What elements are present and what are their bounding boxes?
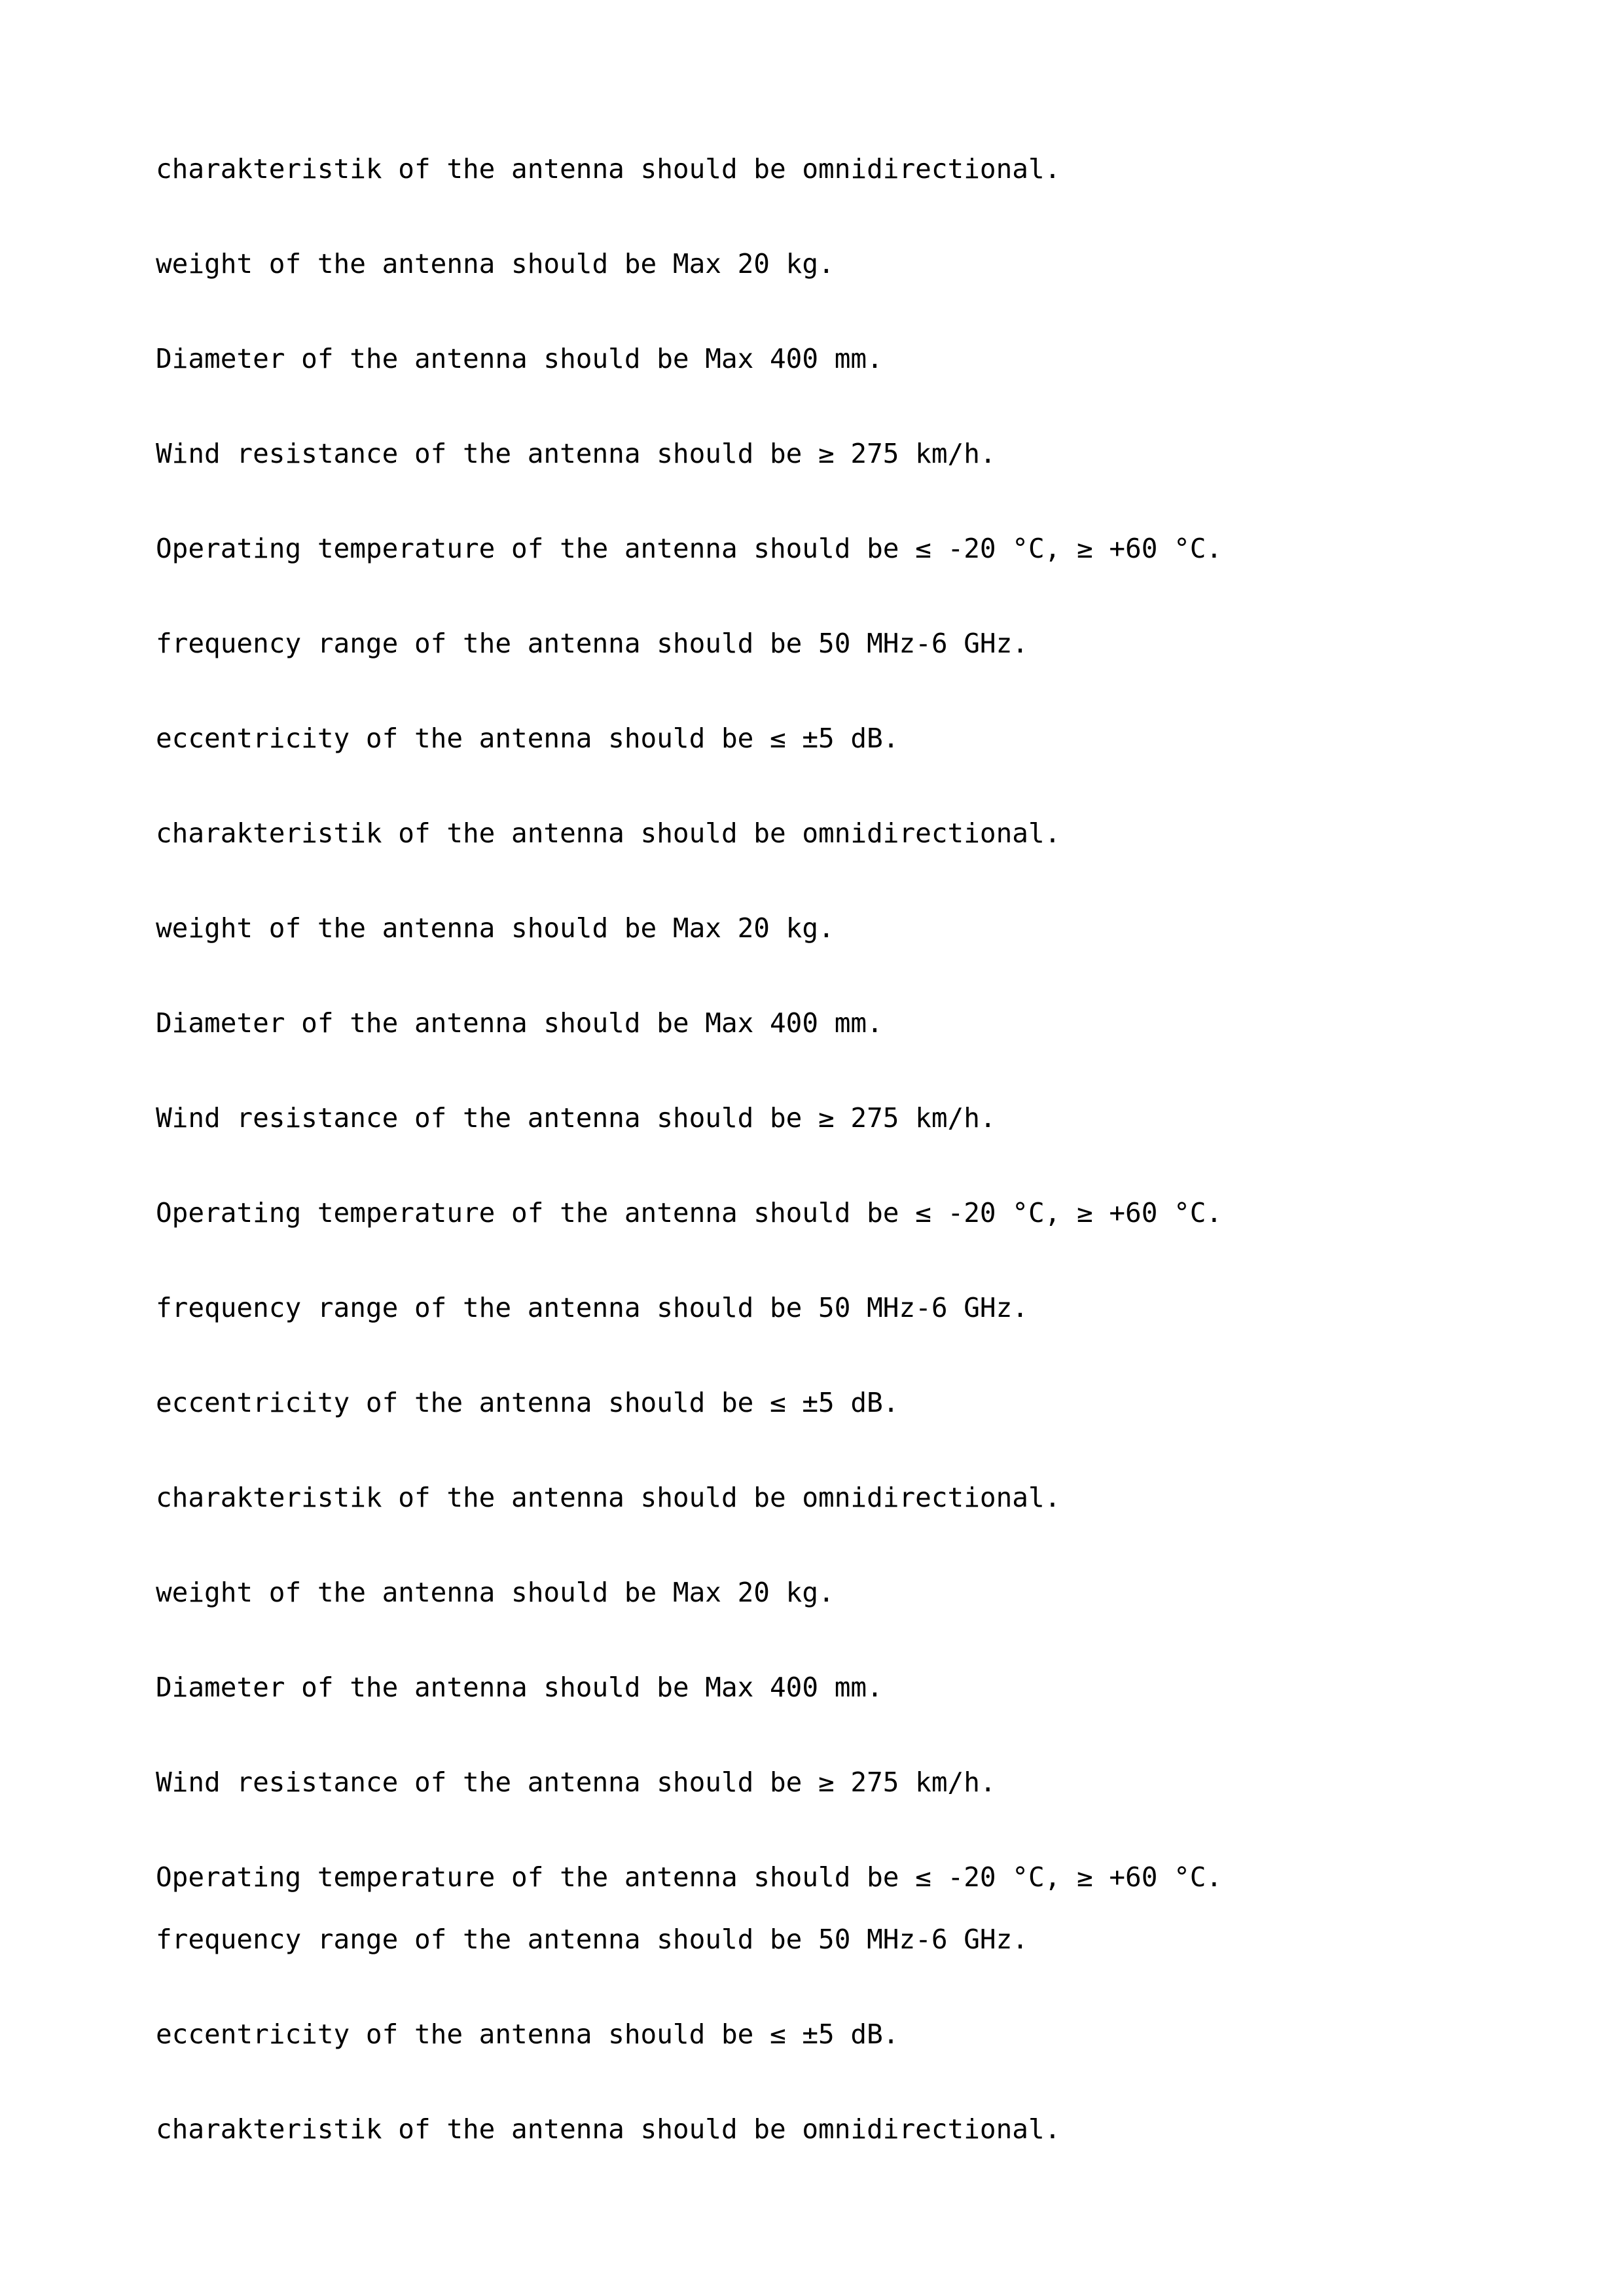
text-line: weight of the antenna should be Max 20 kg.: [156, 248, 835, 279]
text-line: frequency range of the antenna should be 50 MHz-6 GHz.: [156, 1292, 1028, 1323]
text-line: eccentricity of the antenna should be ≤ ±5 dB.: [156, 1387, 899, 1418]
document-body: [156, 138, 1585, 2193]
paragraph: [156, 708, 1585, 770]
text-line: Wind resistance of the antenna should be ≥ 275 km/h.: [156, 1767, 996, 1798]
paragraph: [156, 2098, 1585, 2161]
text-line: Diameter of the antenna should be Max 400 mm.: [156, 1007, 883, 1039]
paragraph: [156, 2003, 1585, 2066]
text-line: charakteristik of the antenna should be omnidirectional.: [156, 153, 1061, 185]
paragraph: [156, 1467, 1585, 1529]
paragraph: [156, 1751, 1585, 1814]
paragraph: [156, 1846, 1585, 1971]
paragraph: [156, 992, 1585, 1054]
text-line: Diameter of the antenna should be Max 400 mm.: [156, 343, 883, 374]
text-line: frequency range of the antenna should be 50 MHz-6 GHz.: [156, 1924, 1028, 1955]
text-line: Wind resistance of the antenna should be ≥ 275 km/h.: [156, 438, 996, 469]
text-line: Operating temperature of the antenna should be ≤ -20 °C, ≥ +60 °C.: [156, 533, 1223, 564]
text-line: weight of the antenna should be Max 20 kg.: [156, 1577, 835, 1608]
paragraph: [156, 613, 1585, 675]
text-line: Operating temperature of the antenna should be ≤ -20 °C, ≥ +60 °C.: [156, 1197, 1223, 1229]
text-line: eccentricity of the antenna should be ≤ ±5 dB.: [156, 2018, 899, 2050]
paragraph: [156, 1277, 1585, 1339]
paragraph: [156, 138, 1585, 200]
text-line: weight of the antenna should be Max 20 kg.: [156, 912, 835, 944]
text-line: charakteristik of the antenna should be omnidirectional.: [156, 2113, 1061, 2145]
paragraph: [156, 1562, 1585, 1624]
text-line: charakteristik of the antenna should be omnidirectional.: [156, 817, 1061, 849]
paragraph: [156, 1182, 1585, 1244]
paragraph: [156, 1657, 1585, 1719]
paragraph: [156, 233, 1585, 295]
text-line: Diameter of the antenna should be Max 400 mm.: [156, 1672, 883, 1703]
paragraph: [156, 897, 1585, 960]
paragraph: [156, 328, 1585, 390]
text-line: Operating temperature of the antenna should be ≤ -20 °C, ≥ +60 °C.: [156, 1861, 1223, 1893]
text-line: Wind resistance of the antenna should be ≥ 275 km/h.: [156, 1102, 996, 1134]
paragraph: [156, 1087, 1585, 1149]
paragraph: [156, 423, 1585, 485]
text-line: frequency range of the antenna should be 50 MHz-6 GHz.: [156, 628, 1028, 659]
paragraph: [156, 802, 1585, 865]
text-line: eccentricity of the antenna should be ≤ ±5 dB.: [156, 723, 899, 754]
paragraph: [156, 1372, 1585, 1434]
paragraph: [156, 518, 1585, 580]
text-line: charakteristik of the antenna should be omnidirectional.: [156, 1482, 1061, 1513]
